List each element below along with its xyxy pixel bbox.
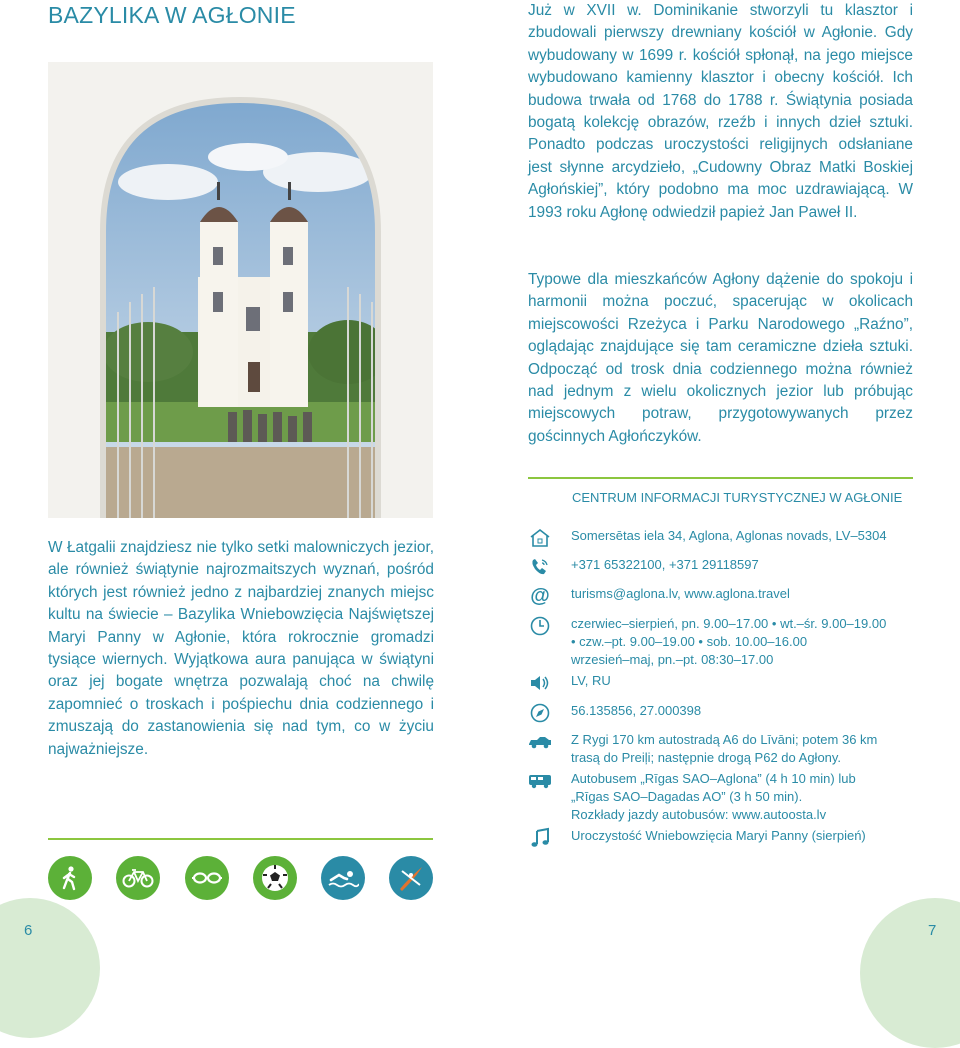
at-icon: @ — [530, 584, 550, 607]
info-languages-row — [528, 672, 928, 694]
divider — [48, 838, 433, 840]
info-address-row — [528, 527, 928, 549]
info-hours-summer-2: • czw.–pt. 9.00–19.00 • sob. 10.00–16.00 — [571, 634, 808, 649]
info-coords-row — [528, 702, 928, 724]
swim-goggles-icon — [185, 856, 229, 900]
compass-icon — [528, 702, 552, 724]
swimming-icon — [321, 856, 365, 900]
football-icon — [253, 856, 297, 900]
clock-icon — [528, 615, 552, 637]
page-corner-right — [860, 898, 960, 1048]
history-paragraph: Już w XVII w. Dominikanie stworzyli tu klasztor i zbudowali pierwszy drewniany kościół w Agłonie. Gdy wybudowany w 1699 r. kościół spłonął, na jego miejsce wybudowano kamienny klasztor i obecny kościół. Ich budowa trwała od 1768 do 1788 r. Świątynia posiada bogatą kolekcję obrazów, rzeźb i innych dzieł sztuki. Ponadto podczas uroczystości religijnych odsłaniane jest słynne arcydzieło, „Cudowny Obraz Matki Boskiej Agłońskiej”, który podobno ma moc uzdrawiającą. W 1993 roku Agłonę odwiedził papież Jan Paweł II. — [528, 2, 913, 221]
house-icon — [528, 527, 552, 549]
phone-icon — [528, 556, 552, 578]
info-web: turisms@aglona.lv, www.aglona.travel — [571, 586, 790, 601]
info-languages: LV, RU — [571, 673, 611, 688]
info-address: Somersētas iela 34, Aglona, Aglonas novads, LV–5304 — [571, 528, 887, 543]
info-coords: 56.135856, 27.000398 — [571, 703, 702, 718]
info-phone-row — [528, 556, 928, 578]
info-phone: +371 65322100, +371 29118597 — [571, 557, 759, 572]
info-car-directions: Z Rygi 170 km autostradą A6 do Līvāni; potem 36 km — [571, 732, 878, 747]
harmony-paragraph: Typowe dla mieszkańców Agłony dążenie do spokoju i harmonii można poczuć, spacerując w okolicach miejscowości Rzeżyca i Parku Narodowego „Raźno”, oglądając znajdujące się tam ceramiczne dzieła sztuki. Odpocząć od trosk dnia codziennego można również nad jednym z wielu okolicznych jezior lub próbując miejscowych potraw, przygotowywanych przez gościnnych Agłończyków. — [528, 271, 913, 445]
bus-icon — [528, 770, 552, 792]
page-corner-left — [0, 898, 100, 1038]
basilica-photo — [48, 62, 433, 518]
info-heading: CENTRUM INFORMACJI TURYSTYCZNEJ W AGŁONIE — [572, 490, 903, 505]
info-bus-route-1: Autobusem „Rīgas SAO–Aglona” (4 h 10 min) lub — [571, 771, 856, 786]
canoe-icon — [389, 856, 433, 900]
page-number-left: 6 — [24, 922, 33, 939]
latgale-paragraph: W Łatgalii znajdziesz nie tylko setki malowniczych jezior, ale również świątynie najrozmaitszych wyznań, pośród których jest również jedno z najbardziej znanych miejsc kultu na świecie – Bazylika Wniebowzięcia Najświętszej Maryi Panny w Agłonie, która rokrocznie gromadzi tysiące wiernych. Wyjątkowa aura panująca w świątyni oraz jej bogate wnętrza pozwalają choć na chwilę zapomnieć o troskach i pośpiechu dnia codziennego i zmuszają do zastanowienia się nad tym, co w życiu najważniejsze. — [48, 539, 434, 758]
info-hours-summer: czerwiec–sierpień, pn. 9.00–17.00 • wt.–śr. 9.00–19.00 — [571, 616, 887, 631]
info-hours-row — [528, 615, 928, 669]
info-bus-row — [528, 770, 928, 824]
info-web-row — [528, 585, 928, 607]
info-car-row — [528, 731, 928, 767]
speaker-icon — [528, 672, 552, 694]
bicycle-icon — [116, 856, 160, 900]
info-bus-route-2: „Rīgas SAO–Dagadas AO” (3 h 50 min). — [571, 789, 803, 804]
music-note-icon — [528, 827, 552, 849]
info-event-row — [528, 827, 928, 849]
info-event: Uroczystość Wniebowzięcia Maryi Panny (sierpień) — [571, 828, 866, 843]
info-bus-schedule: Rozkłady jazdy autobusów: www.autoosta.lv — [571, 807, 827, 822]
car-icon — [528, 731, 552, 753]
page-number-right: 7 — [928, 922, 937, 939]
info-car-directions-2: trasą do Preiļi; następnie drogą P62 do Agłony. — [571, 750, 842, 765]
divider — [528, 477, 913, 479]
info-hours-winter: wrzesień–maj, pn.–pt. 08:30–17.00 — [571, 652, 774, 667]
page-title: BAZYLIKA W AGŁONIE — [48, 2, 296, 28]
walking-icon — [48, 856, 92, 900]
